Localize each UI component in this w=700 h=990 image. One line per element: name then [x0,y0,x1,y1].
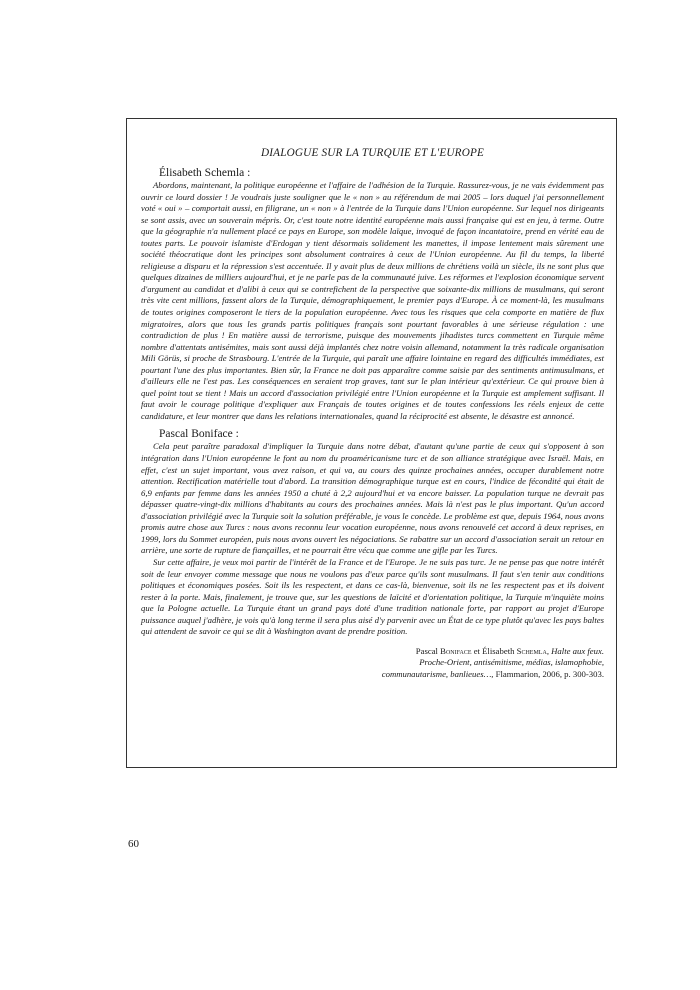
speaker-name: Élisabeth Schemla : [159,167,251,179]
book-title-1: Halte aux feux. [551,645,604,656]
page-number: 60 [128,838,139,850]
source-citation: Pascal Boniface et Élisabeth Schemla, Halte aux feux. Proche-Orient, antisémitisme, médias, islamophobie, communautarisme, banlieues…, Flammarion, 2006, p. 300-303. [381,645,604,679]
paragraph: Abordons, maintenant, la politique européenne et l'affaire de l'adhésion de la Turquie. Rassurez-vous, je ne vais évidemment pas ouvrir ce lourd dossier ! Je voudrais juste souligner que le « non » au référendum de mai 2005 – lors duquel j'ai personnellement voté « oui » – comportait aussi, en filigrane, un « non » à l'entrée de la Turquie dans l'Union européenne. Sur lequel nos dirigeants se sont assis, avec un souverain mépris. Or, c'est toute notre identité européenne mais aussi française qui est en jeu, à terme. Outre que la géographie n'a nullement placé ce pays en Europe, son modèle laïque, invoqué de façon incantatoire, prend en vérité eau de toutes parts. Le pouvoir islamiste d'Erdogan y tient désormais solidement les manettes, il impose lentement mais sûrement une société théocratique dont les principes sont absolument contraires à ceux de l'Union européenne. Au fil du temps, la liberté religieuse a disparu et la répression s'est accentuée. Il y avait plus de deux millions de chrétiens voilà un siècle, ils ne sont plus que quelques dizaines de milliers aujourd'hui, et je ne parle pas de la communauté juive. Les réformes et l'explosion économique servent d'argument au candidat et d'alibi à ceux qui se contrefichent de la perspective que soixante-dix millions de musulmans, qui seront très vite cent millions, fassent alors de la Turquie, démographiquement, le premier pays d'Europe. À ce moment-là, les musulmans de toutes origines composeront le tiers de la population européenne. Avec tous les risques que cela comporte en matière de flux migratoires, alors que tous les grands partis politiques français sont pourtant favorables à une sérieuse régulation : une contradiction de plus ! En matière aussi de terrorisme, puisque des mouvements jihadistes turcs commettent en Turquie même nombre d'attentats antisémites, mais sont aussi déjà implantés chez notre voisin allemand, notamment la très radicale organisation Mili Görüs, si proche de Strasbourg. L'entrée de la Turquie, qui paraît une affaire lointaine en regard des difficultés immédiates, est pourtant l'une des plus importantes. Bien sûr, la France ne doit pas apparaître comme saisie par des sentiments antimusulmans, et d'ailleurs elle ne l'est pas. Les conséquences en seraient trop graves, tant sur le plan intérieur qu'extérieur. Ce qui prouve bien à quel point tout se tient ! Mais un accord d'association privilégié entre l'Union européenne et la Turquie est amplement suffisant. Il faut avoir le courage politique d'expliquer aux Français de toutes origines et de toutes confessions les réels enjeux de cette candidature, et leur montrer que dans les relations internationales, quand la réciprocité est absente, le désastre est annoncé. [141,180,604,421]
paragraph: Cela peut paraître paradoxal d'impliquer la Turquie dans notre débat, d'autant qu'une partie de ceux qui s'opposent à son intégration dans l'Union européenne le font au nom du proaméricanisme turc et de son alliance stratégique avec Israël. Mais, en effet, c'est un sujet important, vous avez raison, et qui va, au cours des quinze prochaines années, occuper durablement notre attention. Rectification matérielle tout d'abord. La transition démographique turque est en cours, l'indice de fécondité qui était de 6,9 enfants par femme dans les années 1950 a chuté à 2,2 aujourd'hui et va encore baisser. La population turque ne devrait pas dépasser quatre-vingt-dix millions d'habitants au cours des prochaines années. Mais là n'est pas le plus important. Qu'un accord d'association privilégié avec la Turquie soit la solution préférable, je vous le concède. Le problème est que, depuis 1964, nous avons promis autre chose aux Turcs : nous avons reconnu leur vocation européenne, nous avons renouvelé cet accord à deux reprises, en 1999, lors du Sommet européen, puis nous avons ouvert les négociations. Se rabattre sur un accord d'association serait un retour en arrière, une sorte de rupture de fiançailles, et ne pourrait être vécu que comme une gifle par les Turcs. [141,441,604,556]
author1-first: Pascal [415,645,438,656]
text-frame [126,118,617,768]
page-title: DIALOGUE SUR LA TURQUIE ET L'EUROPE [260,147,485,159]
speaker-block-schemla [141,167,604,422]
source-et: et Élisabeth [473,645,515,656]
author2-last: Schemla [516,645,547,656]
author1-last: Boniface [440,645,472,656]
publisher: Flammarion, 2006, p. 300-303. [495,668,604,679]
paragraph: Sur cette affaire, je veux moi partir de l'intérêt de la France et de l'Europe. Je ne suis pas turc. Je ne pense pas que notre intérêt soit de leur envoyer comme message que nous ne voulons pas d'eux parce qu'ils sont musulmans. Il faut s'en tenir aux conditions politiques et économiques posées. Soit ils les respectent, et dans ce cas-là, bienvenue, soit ils ne les respectent pas et ils doivent rester à la porte. Mais, finalement, je trouve que, sur les questions de laïcité et d'orientation politique, la Turquie m'inquiète moins que la Pologne actuelle. La Turquie étant un grand pays doté d'une tradition nationale forte, par rapport au projet d'Europe puissance auquel j'adhère, je vois qu'à long terme il sera plus aisé d'y parvenir avec un État de ce type plutôt qu'avec les pays baltes qui attendent de savoir ce qui se dit à Washington avant de prendre position. [141,556,604,637]
book-title-2: Proche-Orient, antisémitisme, médias, islamophobie, [419,657,604,668]
speaker-name: Pascal Boniface : [159,428,239,441]
speaker-block-boniface [141,428,604,637]
book-title-3: communautarisme, banlieues…, [381,668,494,679]
